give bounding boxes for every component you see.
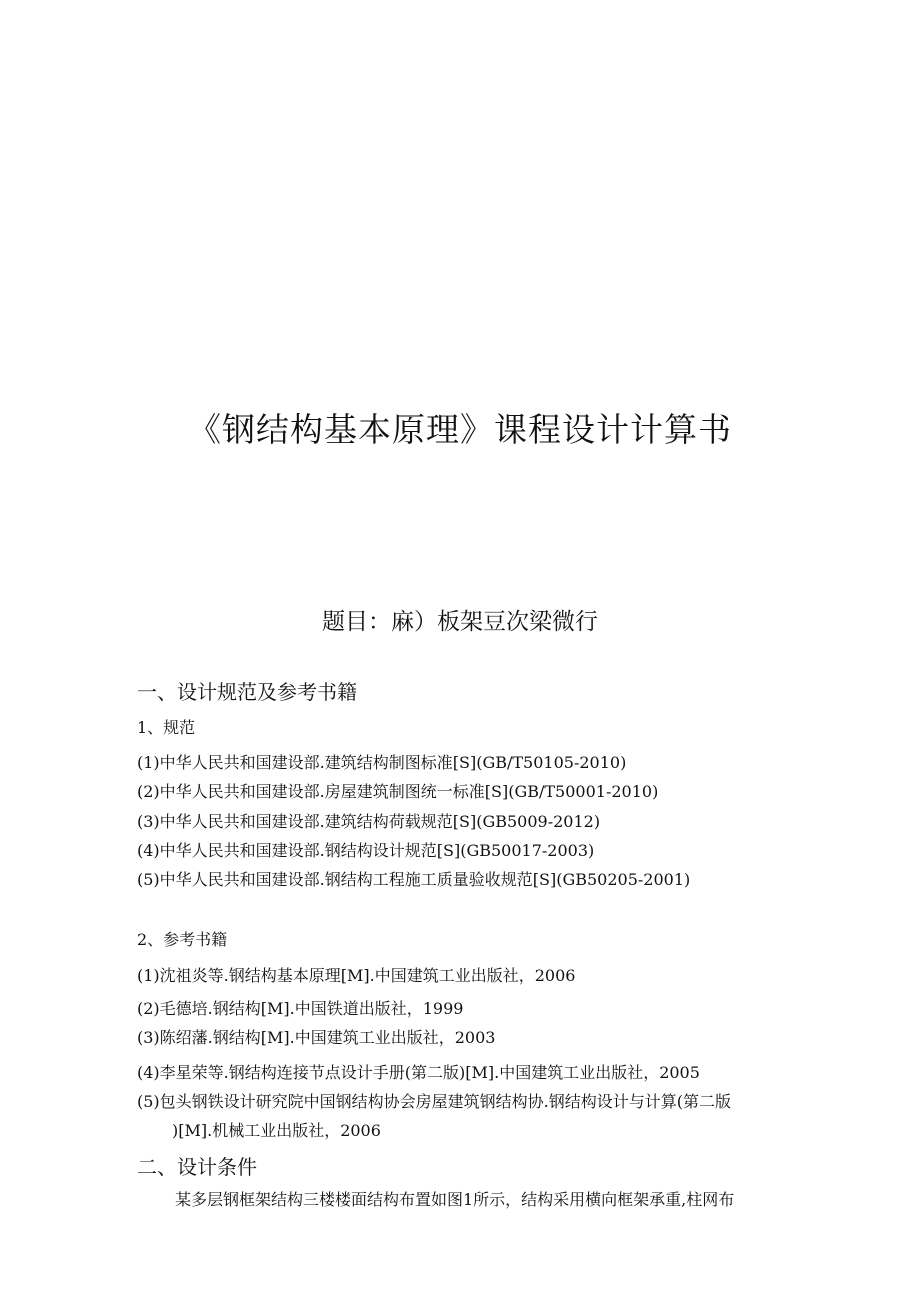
reference-item-4: (4)李星荣等.钢结构连接节点设计手册(第二版)[M].中国建筑工业出版社，2005 [137, 1063, 700, 1082]
subsection-heading-standards: 1、规范 [137, 718, 196, 737]
section-heading-standards-and-references: 一、设计规范及参考书籍 [137, 680, 357, 704]
design-conditions-paragraph: 某多层钢框架结构三楼楼面结构布置如图1所示，结构采用横向框架承重,柱网布 [175, 1190, 735, 1209]
standard-item-4: (4)中华人民共和国建设部.钢结构设计规范[S](GB50017-2003) [137, 841, 595, 860]
reference-item-2: (2)毛德培.钢结构[M].中国铁道出版社，1999 [137, 999, 464, 1018]
standard-item-2: (2)中华人民共和国建设部.房屋建筑制图统一标准[S](GB/T50001-2010) [137, 782, 659, 801]
reference-item-1: (1)沈祖炎等.钢结构基本原理[M].中国建筑工业出版社，2006 [137, 966, 576, 985]
section-heading-design-conditions: 二、设计条件 [137, 1155, 257, 1179]
standard-item-5: (5)中华人民共和国建设部.钢结构工程施工质量验收规范[S](GB50205-2001) [137, 870, 691, 889]
reference-item-5-continuation: )[M].机械工业出版社，2006 [172, 1121, 381, 1140]
standard-item-1: (1)中华人民共和国建设部.建筑结构制图标准[S](GB/T50105-2010) [137, 753, 627, 772]
subsection-heading-references: 2、参考书籍 [137, 930, 228, 949]
standard-item-3: (3)中华人民共和国建设部.建筑结构荷载规范[S](GB5009-2012) [137, 812, 601, 831]
reference-item-3: (3)陈绍藩.钢结构[M].中国建筑工业出版社，2003 [137, 1028, 496, 1047]
reference-item-5: (5)包头钢铁设计研究院中国钢结构协会房屋建筑钢结构协.钢结构设计与计算(第二版 [137, 1092, 731, 1111]
document-title: 《钢结构基本原理》课程设计计算书 [188, 410, 732, 449]
document-topic: 题目：麻）板架豆次梁微行 [322, 609, 598, 635]
